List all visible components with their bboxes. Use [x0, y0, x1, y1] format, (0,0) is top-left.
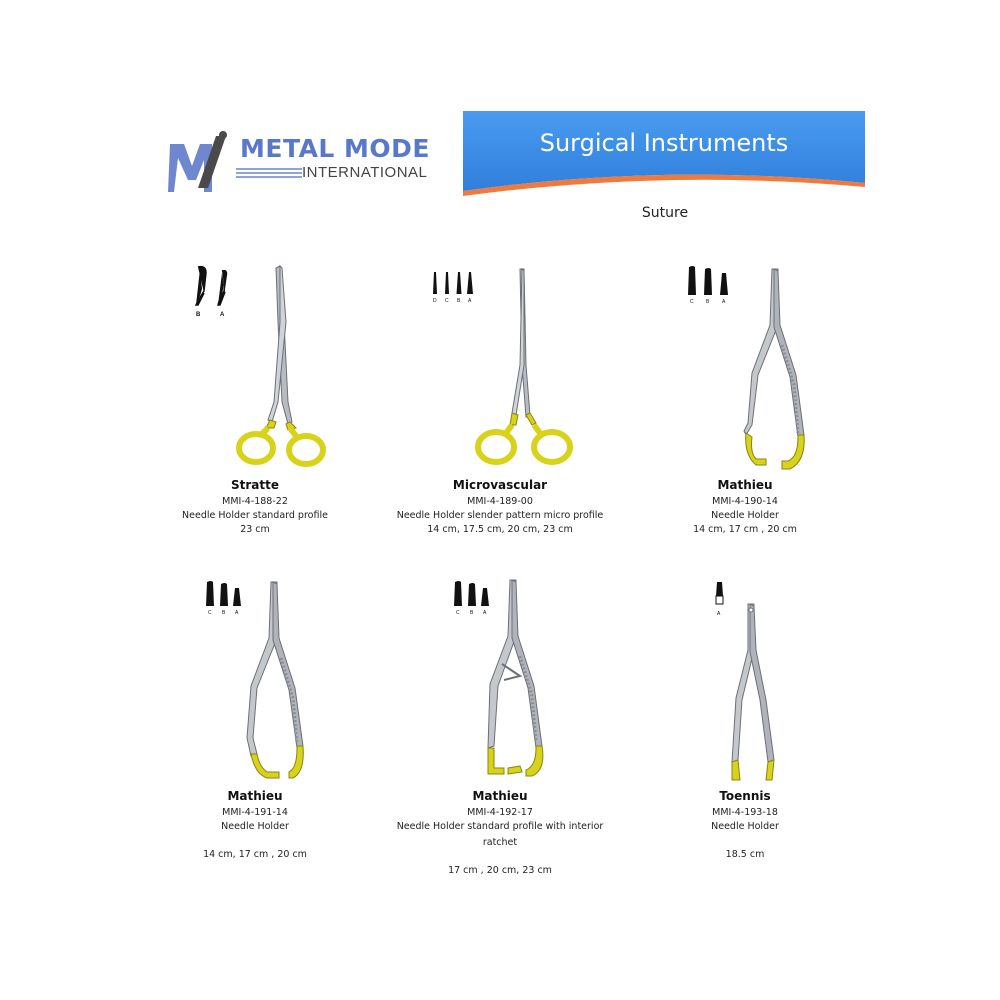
product-description: Needle Holder standard profile — [182, 510, 328, 521]
product-sizes: 14 cm, 17.5 cm, 20 cm, 23 cm — [427, 524, 573, 535]
product-code: MMI-4-190-14 — [712, 496, 778, 507]
product-description: Needle Holder slender pattern micro profile — [396, 510, 604, 521]
product-code: MMI-4-189-00 — [467, 496, 533, 507]
product-code: MMI-4-193-18 — [712, 807, 778, 818]
product-sizes: 23 cm — [240, 524, 270, 535]
product-card-mathieu — [595, 478, 895, 537]
logo-name: METAL MODE — [240, 134, 431, 163]
tip-label: B — [222, 610, 226, 616]
tip-label: B — [706, 299, 710, 305]
tip-label: B — [470, 610, 474, 616]
product-sizes: 18.5 cm — [725, 849, 765, 860]
product-code: MMI-4-188-22 — [222, 496, 288, 507]
tip-label: C — [445, 298, 449, 304]
product-description: Needle Holder — [711, 510, 779, 521]
mathieu-needle-holder-image — [738, 265, 818, 475]
tip-label: B — [196, 312, 201, 318]
logo-subtitle: INTERNATIONAL — [302, 164, 428, 181]
product-name: Stratte — [230, 478, 279, 492]
product-description-continued: ratchet — [482, 837, 518, 848]
tip-label: A — [483, 610, 487, 616]
product-name: Mathieu — [472, 789, 528, 803]
tip-label: A — [717, 611, 721, 617]
tip-profiles — [204, 580, 244, 616]
tip-label: C — [690, 299, 694, 305]
tip-profiles — [713, 580, 727, 617]
microvascular-needle-holder-image — [470, 265, 580, 475]
product-name: Mathieu — [227, 789, 283, 803]
tip-label: A — [235, 610, 239, 616]
product-description: Needle Holder standard profile with interior — [396, 821, 604, 832]
product-code: MMI-4-192-17 — [467, 807, 533, 818]
tip-label: B — [457, 298, 461, 304]
mathieu-needle-holder-image — [245, 578, 325, 783]
product-sizes: 17 cm , 20 cm, 23 cm — [448, 865, 552, 876]
tip-label: A — [468, 298, 472, 304]
logo-stripes — [236, 168, 302, 182]
tip-label: A — [220, 312, 225, 318]
product-name: Microvascular — [452, 478, 548, 492]
product-description: Needle Holder — [711, 821, 779, 832]
product-sizes: 14 cm, 17 cm , 20 cm — [693, 524, 797, 535]
product-code: MMI-4-191-14 — [222, 807, 288, 818]
company-logo — [168, 128, 438, 194]
toennis-needle-holder-image — [728, 600, 778, 782]
tip-label: C — [208, 610, 212, 616]
product-name: Toennis — [719, 789, 771, 803]
mathieu-needle-holder-image — [480, 576, 560, 781]
title-banner — [463, 111, 865, 196]
banner-title: Surgical Instruments — [539, 129, 789, 157]
tip-label: D — [433, 298, 437, 304]
product-card-toennis — [595, 789, 895, 862]
category-label: Suture — [641, 205, 689, 221]
mm-logo-icon — [168, 130, 230, 194]
tip-label: A — [722, 299, 726, 305]
product-description: Needle Holder — [221, 821, 289, 832]
product-sizes: 14 cm, 17 cm , 20 cm — [203, 849, 307, 860]
stratte-needle-holder-image — [232, 262, 332, 472]
tip-profiles — [686, 265, 732, 305]
tip-label: C — [456, 610, 460, 616]
product-name: Mathieu — [717, 478, 773, 492]
